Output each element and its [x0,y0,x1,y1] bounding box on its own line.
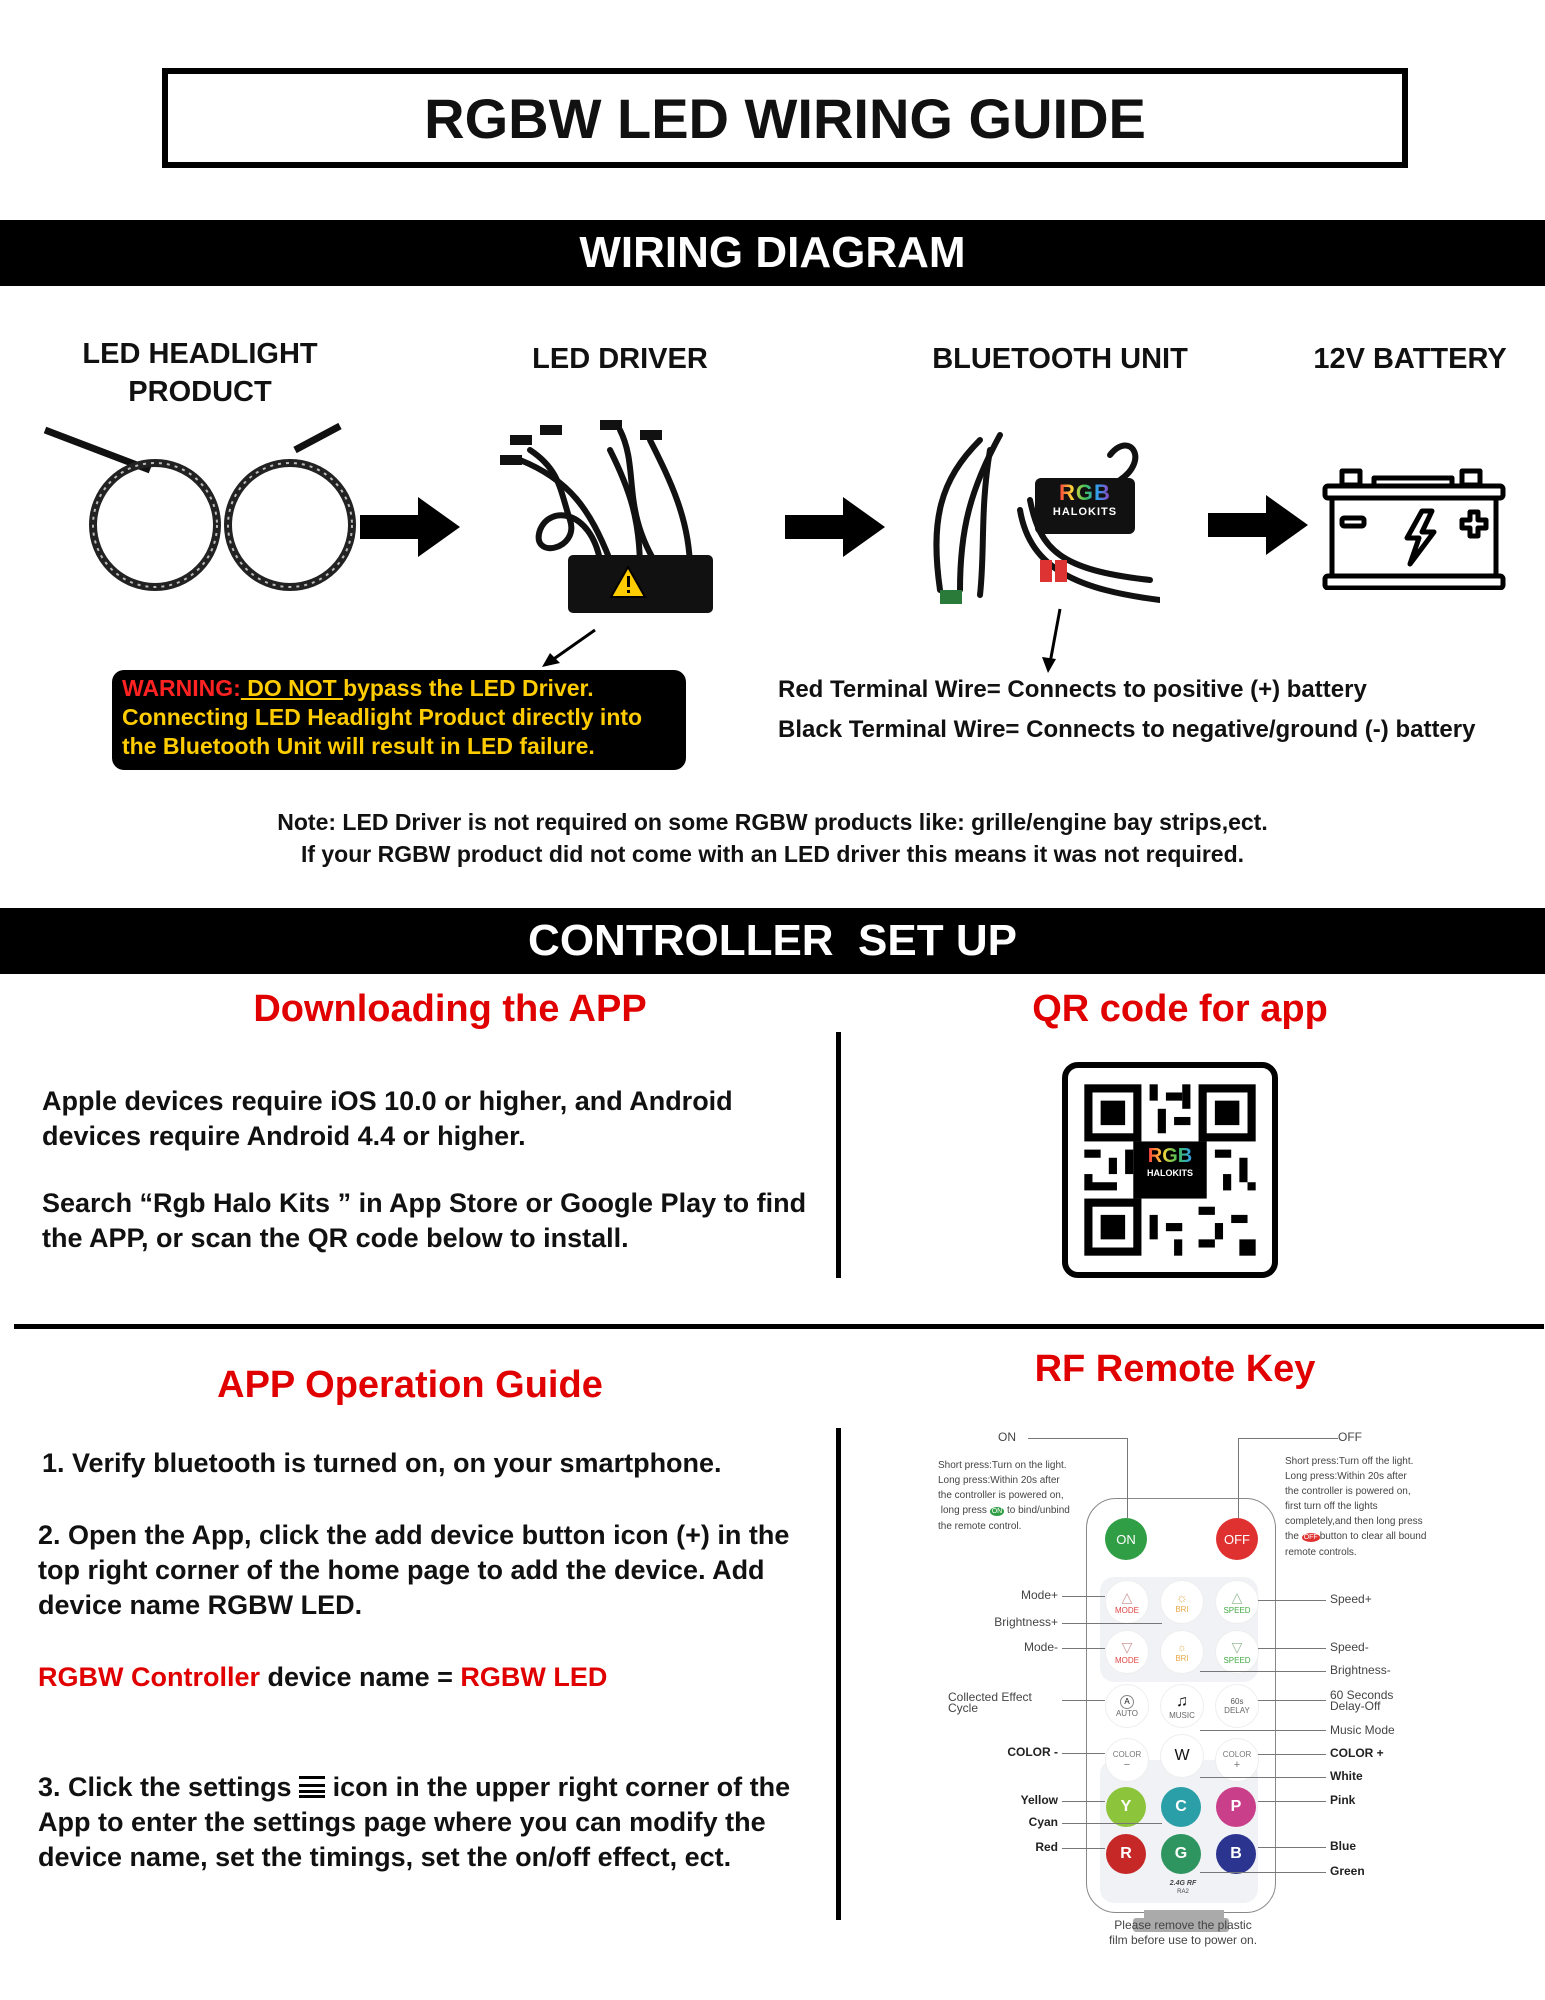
warning-line-2: Connecting LED Headlight Product directly into [122,704,643,730]
label-cyan: Cyan [1028,1815,1058,1829]
remote-mode-down-button[interactable] [1105,1630,1149,1674]
divider-vertical [836,1428,841,1920]
on-desc-line: Short press:Turn on the light. [938,1460,1067,1471]
warning-prefix: WARNING: [122,675,241,701]
on-desc-part: to bind/unbind [1004,1505,1070,1516]
stage-label-battery: 12V BATTERY [1313,343,1507,375]
remote-yellow-button[interactable]: Y [1106,1787,1146,1827]
stage-label-headlight: LED HEADLIGHT PRODUCT [82,338,318,408]
remote-blue-button[interactable]: B [1216,1834,1256,1874]
label-line: Cycle [948,1701,979,1715]
guide-step-3 [38,1770,818,1875]
remote-bri-down-button[interactable] [1160,1630,1204,1674]
color-label: COLOR [1112,1749,1142,1759]
download-para-2: Search “Rgb Halo Kits ” in App Store or Google Play to find the APP, or scan the QR code below to install. [42,1188,807,1253]
warning-rest: bypass the LED Driver. [343,675,594,701]
label-brightness-plus: Brightness+ [994,1615,1058,1629]
on-inline-icon: ON [991,1508,1003,1515]
remote-off-desc [1285,1454,1440,1560]
label-pink: Pink [1330,1793,1356,1807]
label-red: Red [1035,1840,1058,1854]
step3-text-b: icon in the upper right corner of the App to enter the settings page where you can modify the device name, set the timings, set the on/off effect, ect. [38,1772,791,1872]
remote-heading: RF Remote Key [1034,1348,1316,1390]
timer-icon [1231,1697,1244,1706]
label-brightness-minus: Brightness- [1330,1663,1391,1677]
on-desc-line: Long press:Within 20s after [938,1475,1060,1486]
note-line-2: If your RGBW product did not come with an LED driver this means it was not required. [300,841,1245,867]
remote-diagram [918,1410,1438,1950]
device-label: RGBW Controller [38,1662,260,1692]
label-delay-off [1330,1690,1393,1712]
remote-off-button[interactable]: OFF [1216,1518,1258,1560]
mode-label: MODE [1115,1606,1139,1615]
led-driver-icon [500,410,720,620]
label-music-mode: Music Mode [1330,1723,1395,1737]
divider-vertical [836,1032,841,1278]
mode-label: MODE [1115,1656,1139,1665]
label-collected-effect [948,1692,1068,1714]
page-title: RGBW LED WIRING GUIDE [424,86,1146,150]
off-desc-line: remote controls. [1285,1547,1357,1558]
remote-on-label: ON [998,1430,1016,1444]
terminal-black-text: Black Terminal Wire= Connects to negative/ground (-) battery [778,716,1476,743]
speed-label: SPEED [1223,1606,1251,1615]
label-line: 60 Seconds [1330,1688,1394,1702]
label-white: White [1330,1769,1363,1783]
label-blue: Blue [1330,1839,1357,1853]
music-note-icon: ♫ [1176,1692,1188,1710]
off-desc-line: the controller is powered on, [1285,1486,1411,1497]
wiring-header-text: WIRING DIAGRAM [579,228,966,277]
remote-footer [1058,1918,1308,1948]
music-label: MUSIC [1169,1710,1195,1720]
label-color-plus: COLOR + [1330,1746,1384,1760]
on-desc-line: the controller is powered on, [938,1490,1064,1501]
on-desc-line: the remote control. [938,1521,1022,1532]
remote-color-minus-button[interactable] [1105,1738,1149,1782]
auto-label: AUTO [1115,1708,1139,1718]
remote-bri-up-button[interactable] [1160,1580,1204,1624]
stage-label-driver: LED DRIVER [532,343,708,375]
device-mid: device name = [260,1662,461,1692]
off-desc-part: the [1285,1531,1302,1542]
on-desc-part: long press [938,1505,990,1516]
label-line: Delay-Off [1330,1699,1381,1713]
label-speed-plus: Speed+ [1330,1592,1372,1606]
warning-line-1 [122,674,676,703]
off-desc-line: first turn off the lights [1285,1501,1378,1512]
remote-music-button[interactable] [1160,1684,1204,1728]
arrow-right-icon [785,497,885,557]
label-mode-plus: Mode+ [1020,1588,1058,1602]
remote-brand: 2.4G RF [1169,1880,1197,1887]
bri-label: BRI [1175,1653,1189,1663]
qr-logo-rgb: RGB [1147,1145,1193,1167]
settings-icon [299,1776,325,1798]
remote-on-button[interactable]: ON [1105,1518,1147,1560]
triangle-up-icon: △ [1231,1589,1243,1605]
remote-on-desc [938,1458,1088,1534]
off-inline-icon: OFF [1303,1534,1318,1541]
remote-off-label: OFF [1338,1430,1362,1444]
remote-mode-up-button[interactable] [1105,1580,1149,1624]
sun-icon: ☼ [1176,1590,1188,1605]
label-green: Green [1330,1864,1365,1878]
remote-speed-up-button[interactable] [1215,1580,1259,1624]
logo-halokits-text: HALOKITS [1052,506,1118,518]
remote-speed-down-button[interactable] [1215,1630,1259,1674]
download-para-1: Apple devices require iOS 10.0 or higher, and Android devices require Android 4.4 or higher. [42,1086,733,1151]
remote-red-button[interactable]: R [1106,1834,1146,1874]
remote-delay-button[interactable] [1215,1684,1259,1728]
step3-text-a: 3. Click the settings [38,1772,300,1802]
qr-code[interactable] [1062,1062,1278,1278]
triangle-up-icon: △ [1121,1589,1133,1605]
pointer-arrow-icon [540,625,600,670]
stage-label-bluetooth: BLUETOOTH UNIT [932,343,1188,375]
remote-pink-button[interactable]: P [1216,1787,1256,1827]
color-label: COLOR [1222,1749,1252,1759]
label-yellow: Yellow [1020,1793,1058,1807]
label-mode-minus: Mode- [1023,1640,1058,1654]
guide-heading: APP Operation Guide [217,1364,603,1406]
off-desc-line: completely,and then long press [1285,1516,1423,1527]
remote-footer-line: film before use to power on. [1108,1933,1258,1947]
label-line: Collected Effect [948,1690,1032,1704]
qr-logo [1128,1146,1212,1166]
remote-white-button[interactable]: W [1160,1734,1204,1778]
bluetooth-logo [1035,482,1135,504]
delay-badge: 60s [1230,1697,1244,1706]
remote-model: RA2 [1177,1889,1189,1895]
label-color-minus: COLOR - [1007,1745,1058,1759]
delay-label: DELAY [1224,1706,1250,1715]
off-desc-line: Short press:Turn off the light. [1285,1456,1414,1467]
warning-line-3: the Bluetooth Unit will result in LED failure. [122,733,595,759]
qr-logo-sub: HALOKITS [1147,1168,1193,1178]
remote-color-plus-button[interactable] [1215,1738,1259,1782]
minus-icon: − [1123,1758,1131,1771]
plus-icon: + [1233,1758,1241,1771]
controller-header [0,908,1545,974]
logo-rgb-text: RGB [1059,480,1111,505]
bri-label: BRI [1175,1605,1189,1614]
off-desc-part: button to clear all bound [1319,1531,1427,1542]
pointer-arrow-icon [1040,605,1070,675]
on-desc-line [938,1503,1088,1519]
arrow-right-icon [1208,495,1308,555]
halo-rings-icon [40,420,370,600]
title-box [162,68,1408,168]
controller-header-text: CONTROLLER SET UP [528,916,1017,965]
battery-icon [1322,466,1506,590]
device-value: RGBW LED [460,1662,608,1692]
off-desc-line [1285,1529,1440,1545]
warning-box [112,670,686,770]
terminal-red-text: Red Terminal Wire= Connects to positive (+) battery [778,676,1367,703]
triangle-down-icon: ▽ [1231,1639,1243,1655]
sun-icon: ☼ [1176,1641,1188,1654]
warning-emphasis: DO NOT [240,675,344,701]
off-desc-line: Long press:Within 20s after [1285,1471,1407,1482]
guide-step-2: 2. Open the App, click the add device button icon (+) in the top right corner of the home page to add the device. Add device name RGBW LED. [38,1520,790,1620]
wiring-header [0,220,1545,286]
remote-footer-line: Please remove the plastic [1114,1918,1252,1932]
note-line-1: Note: LED Driver is not required on some RGBW products like: grille/engine bay strips,ect. [277,809,1268,835]
triangle-down-icon: ▽ [1121,1639,1133,1655]
remote-cyan-button[interactable]: C [1161,1787,1201,1827]
arrow-right-icon [360,497,460,557]
bluetooth-unit-icon [930,420,1160,620]
speed-label: SPEED [1223,1656,1251,1665]
download-heading: Downloading the APP [253,988,647,1030]
guide-step-1: 1. Verify bluetooth is turned on, on your smartphone. [42,1448,722,1478]
auto-cycle-icon: A [1120,1695,1134,1709]
divider-horizontal [14,1324,1544,1329]
remote-auto-button[interactable] [1105,1684,1149,1728]
qr-heading: QR code for app [1032,988,1328,1030]
label-speed-minus: Speed- [1330,1640,1369,1654]
remote-green-button[interactable]: G [1161,1834,1201,1874]
guide-device-name [38,1660,838,1695]
